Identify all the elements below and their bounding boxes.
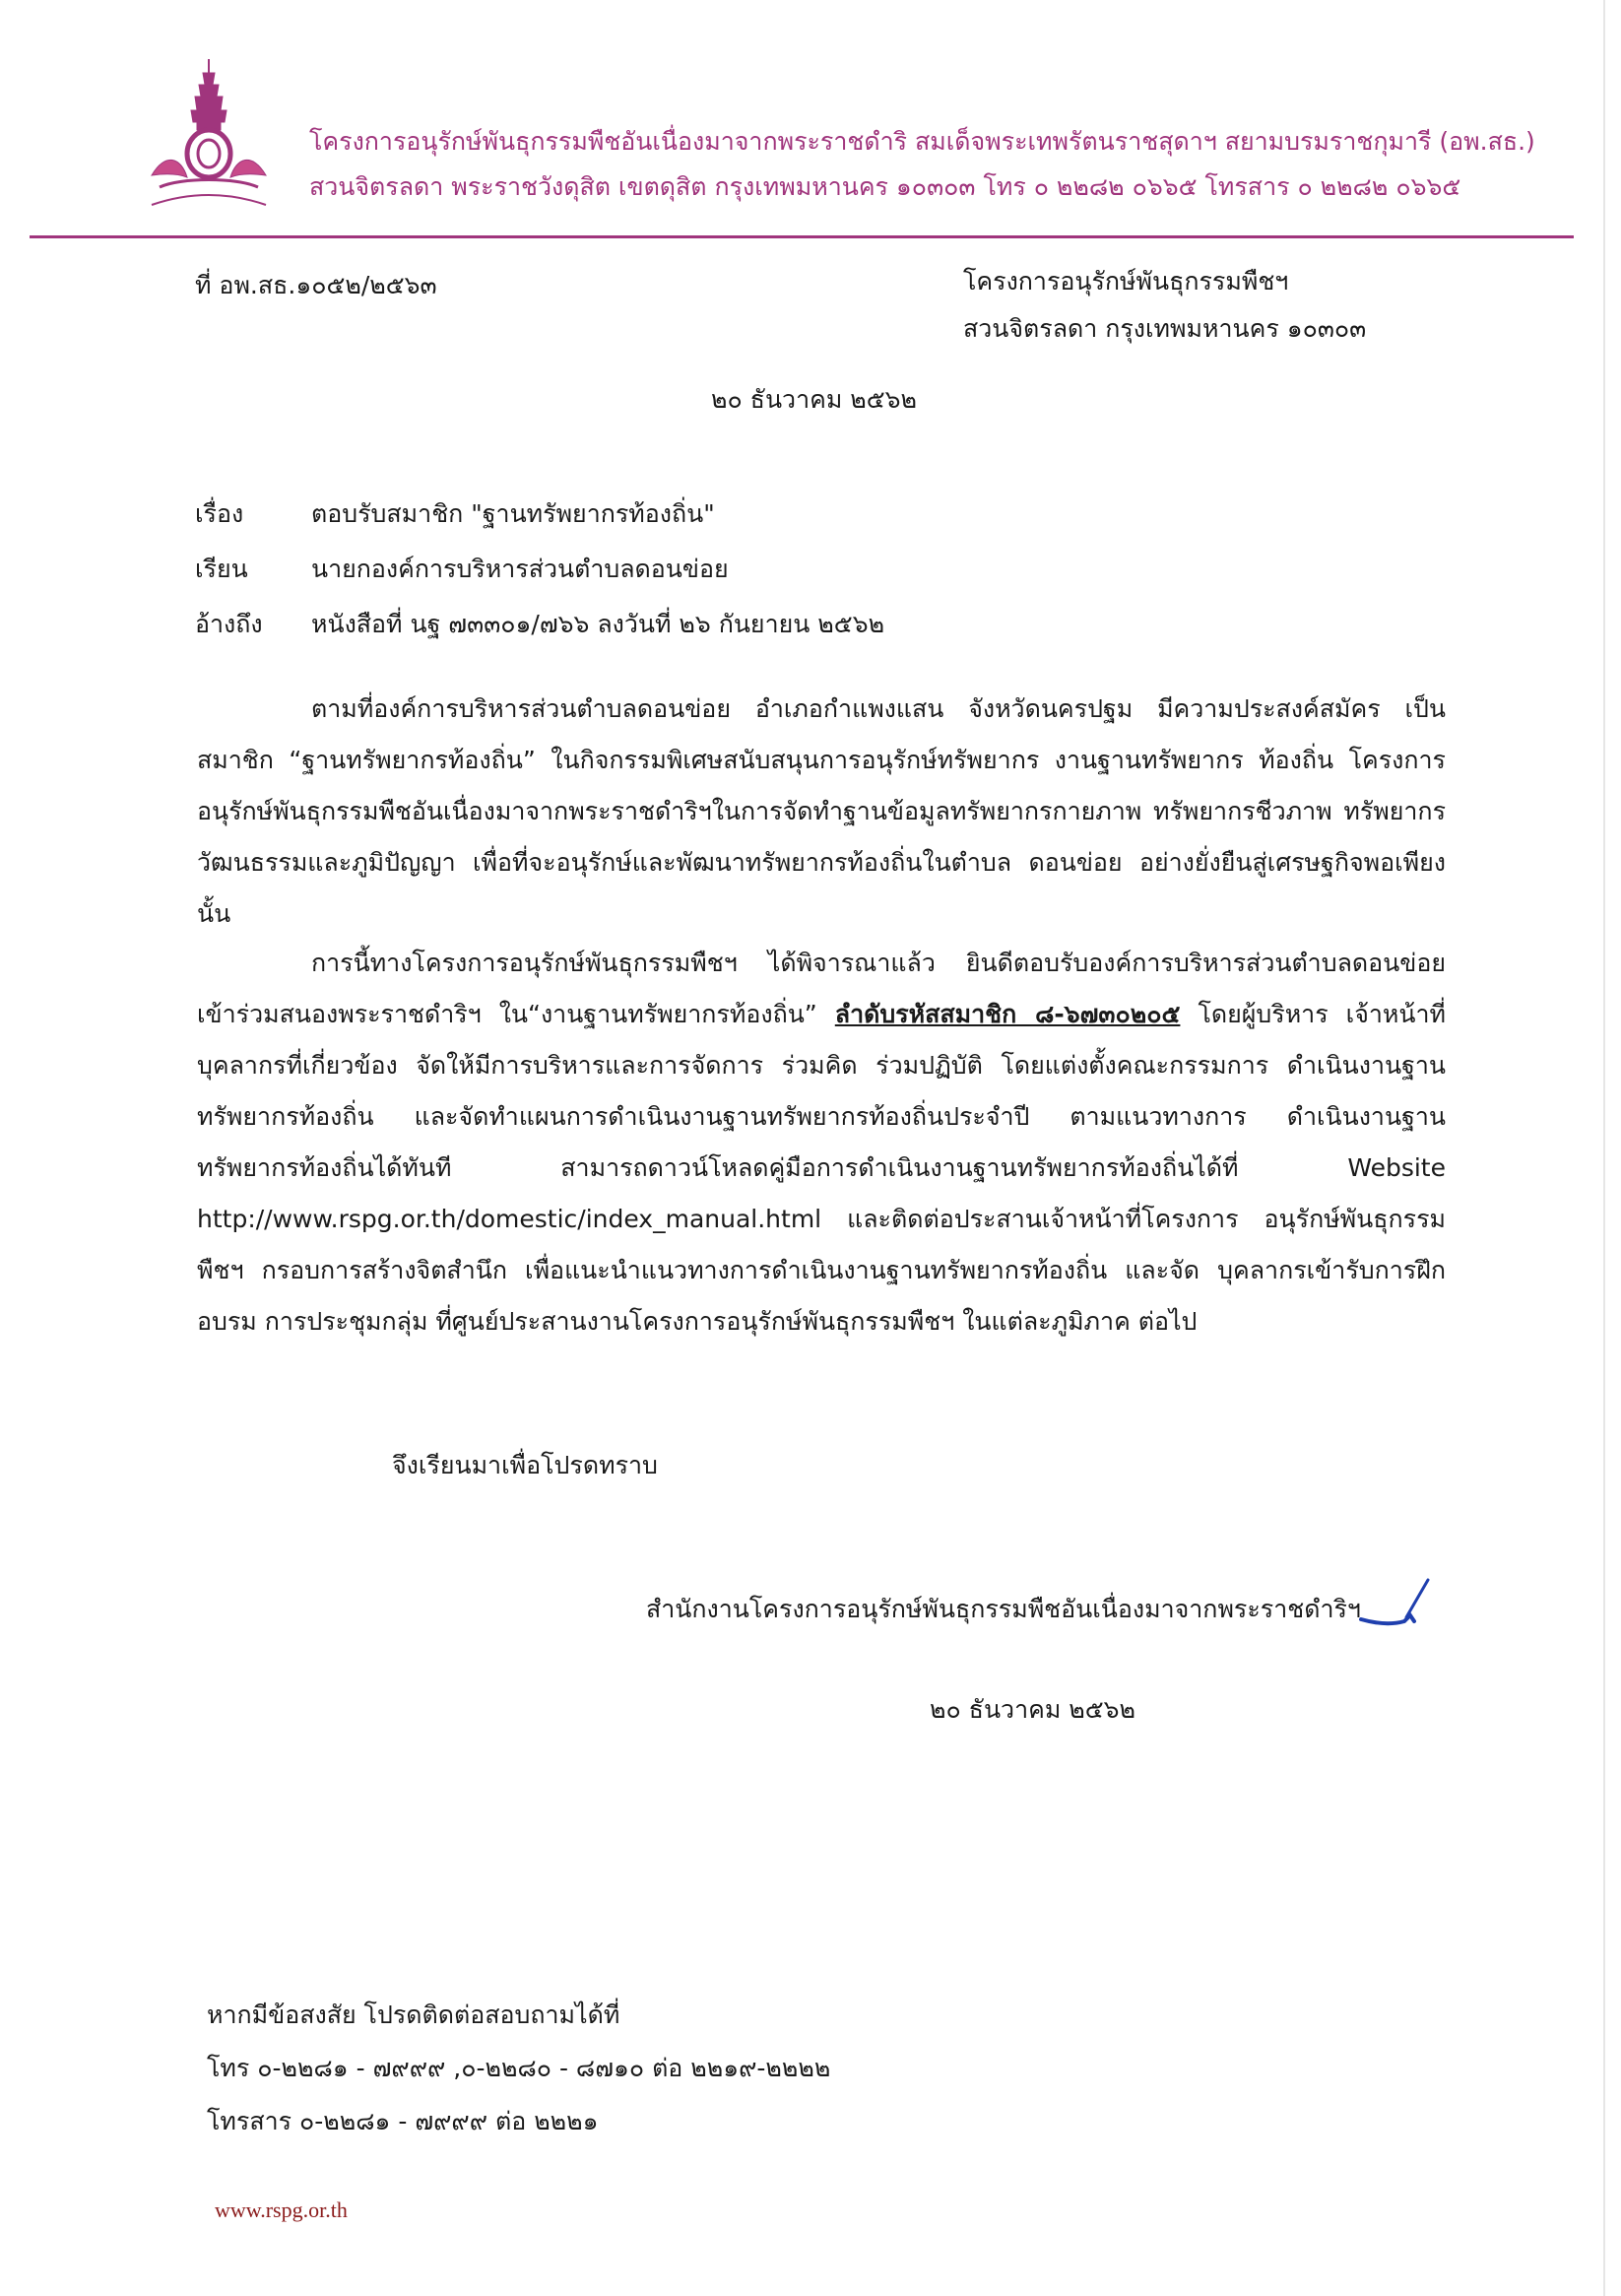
subject-value: ตอบรับสมาชิก "ฐานทรัพยากรท้องถิ่น" (311, 499, 715, 528)
letter-date: ๒๐ ธันวาคม ๒๕๖๒ (711, 385, 918, 414)
subject-label: เรื่อง (195, 499, 244, 528)
signature-date: ๒๐ ธันวาคม ๒๕๖๒ (930, 1695, 1136, 1724)
letterhead-line-1: โครงการอนุรักษ์พันธุกรรมพืชอันเนื่องมาจากพระราชดำริ สมเด็จพระเทพรัตนราชสุดาฯ สยามบรมราชกุมารี (อพ.สธ.) (309, 127, 1535, 156)
reference-value: หนังสือที่ นฐ ๗๓๓๐๑/๗๖๖ ลงวันที่ ๒๖ กันยายน ๒๕๖๒ (311, 610, 885, 638)
signing-office: สำนักงานโครงการอนุรักษ์พันธุกรรมพืชอันเนื่องมาจากพระราชดำริฯ (646, 1595, 1361, 1623)
body-paragraph-2-rest: โดยผู้บริหาร เจ้าหน้าที่ บุคลากรที่เกี่ยวข้อง จัดให้มีการบริหารและการจัดการ ร่วมคิด ร่วมปฏิบัติ โดยแต่งตั้งคณะกรรมการ ดำเนินงานฐานทรัพยากรท้องถิ่น และจัดทำแผนการดำเนินงานฐานทรัพยากรท้องถิ่นประจำปี ตามแนวทางการ ดำเนินงานฐานทรัพยากรท้องถิ่นได้ทันที สามารถดาวน์โหลดคู่มือการดำเนินงานฐานทรัพยากรท้องถิ่นได้ที่ Website http://www.rspg.or.th/domestic/index_manual.html และติดต่อประสานเจ้าหน้าที่โครงการ อนุรักษ์พันธุกรรมพืชฯ กรอบการสร้างจิตสำนึก เพื่อแนะนำแนวทางการดำเนินงานฐานทรัพยากรท้องถิ่น และจัด บุคลากรเข้ารับการฝึกอบรม การประชุมกลุ่ม ที่ศูนย์ประสานงานโครงการอนุรักษ์พันธุกรรมพืชฯ ในแต่ละภูมิภาค ต่อไป (197, 1000, 1446, 1336)
handwritten-signature-icon (1355, 1576, 1434, 1645)
contact-fax: โทรสาร ๐-๒๒๘๑ - ๗๙๙๙ ต่อ ๒๒๒๑ (207, 2107, 599, 2135)
recipient-value: นายกองค์การบริหารส่วนตำบลดอนข่อย (311, 555, 729, 583)
royal-emblem-icon (142, 57, 270, 215)
closing-line: จึงเรียนมาเพื่อโปรดทราบ (392, 1451, 658, 1479)
member-code: ลำดับรหัสสมาชิก ๘-๖๗๓๐๒๐๕ (834, 1000, 1181, 1028)
page-edge-line (1603, 0, 1605, 2296)
letterhead-line-2: สวนจิตรลดา พระราชวังดุสิต เขตดุสิต กรุงเทพมหานคร ๑๐๓๐๓ โทร ๐ ๒๒๘๒ ๐๖๖๕ โทรสาร ๐ ๒๒๘๒ ๐๖๖๕ (309, 172, 1461, 201)
contact-intro: หากมีข้อสงสัย โปรดติดต่อสอบถามได้ที่ (207, 2001, 620, 2029)
sender-address: สวนจิตรลดา กรุงเทพมหานคร ๑๐๓๐๓ (963, 314, 1367, 343)
document-number: ที่ อพ.สธ.๑๐๕๒/๒๕๖๓ (195, 271, 437, 299)
website-footer: www.rspg.or.th (215, 2198, 348, 2222)
header-divider (30, 235, 1574, 238)
body-paragraph-1: ตามที่องค์การบริหารส่วนตำบลดอนข่อย อำเภอกำแพงแสน จังหวัดนครปฐม มีความประสงค์สมัคร เป็นสมาชิก “ฐานทรัพยากรท้องถิ่น” ในกิจกรรมพิเศษสนับสนุนการอนุรักษ์ทรัพยากร งานฐานทรัพยากร ท้องถิ่น โครงการอนุรักษ์พันธุกรรมพืชอันเนื่องมาจากพระราชดำริฯในการจัดทำฐานข้อมูลทรัพยากรกายภาพ ทรัพยากรชีวภาพ ทรัพยากรวัฒนธรรมและภูมิปัญญา เพื่อที่จะอนุรักษ์และพัฒนาทรัพยากรท้องถิ่นในตำบล ดอนข่อย อย่างยั่งยืนสู่เศรษฐกิจพอเพียง นั้น (197, 694, 1446, 928)
body-paragraph-2-intro: การนี้ทางโครงการอนุรักษ์พันธุกรรมพืชฯ ได้พิจารณาแล้ว ยินดีตอบรับองค์การบริหารส่วนตำบลดอนข่อย เข้าร่วมสนองพระราชดำริฯ ใน“งานฐานทรัพยากรท้องถิ่น” (197, 949, 1446, 1028)
recipient-label: เรียน (195, 555, 248, 583)
sender-name: โครงการอนุรักษ์พันธุกรรมพืชฯ (963, 267, 1289, 295)
reference-label: อ้างถึง (195, 610, 263, 638)
contact-phone: โทร ๐-๒๒๘๑ - ๗๙๙๙ ,๐-๒๒๘๐ - ๘๗๑๐ ต่อ ๒๒๑๙-๒๒๒๒ (207, 2054, 831, 2082)
body-paragraph-2 (197, 938, 1446, 1347)
